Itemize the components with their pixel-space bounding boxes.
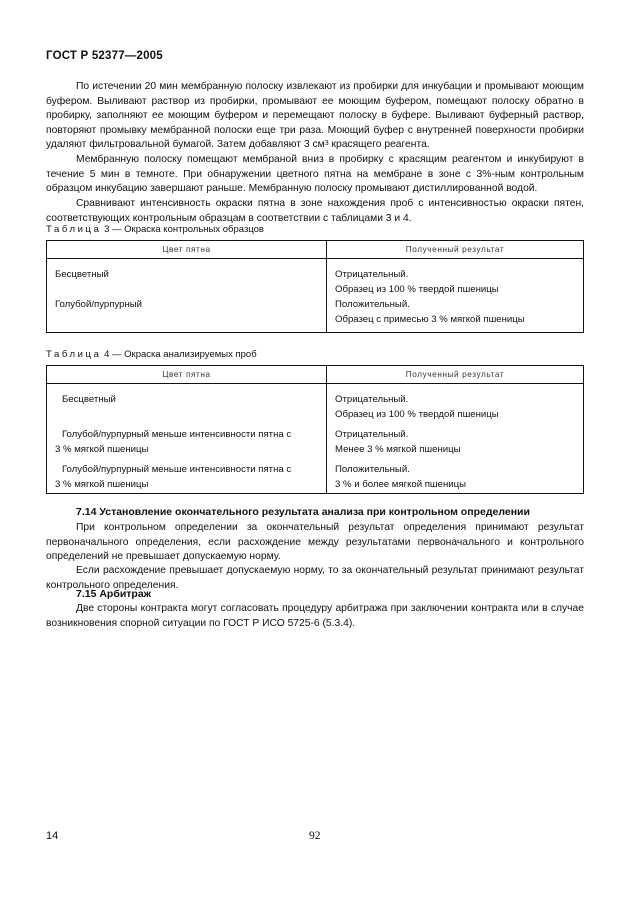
table4-color-line: 3 % мягкой пшеницы xyxy=(55,444,149,455)
table4-result-line: Менее 3 % мягкой пшеницы xyxy=(335,444,461,455)
table4-color-line: Голубой/пурпурный меньше интенсивности пятна с xyxy=(62,464,292,475)
table3-result-line: Отрицательный. xyxy=(335,269,409,280)
section-7-14-title: 7.14 Установление окончательного результата анализа при контрольном определении xyxy=(76,506,530,518)
page-number: 14 xyxy=(46,830,59,842)
table4-result-line: 3 % и более мягкой пшеницы xyxy=(335,479,467,490)
table3-result-line: Образец с примесью 3 % мягкой пшеницы xyxy=(335,314,525,325)
paragraph-comparison: Сравнивают интенсивность окраски пятна в зоне нахождения проб с интенсивностью окраски пятен, соответствующих контрольным образцам в соответствии с таблицами 3 и 4. xyxy=(46,198,584,224)
table-row xyxy=(47,422,584,457)
table4-result-line: Отрицательный. xyxy=(335,429,409,440)
table4-cell xyxy=(327,384,584,423)
table-row xyxy=(47,384,584,423)
table4-cell xyxy=(47,422,327,457)
table3-header-color: Цвет пятна xyxy=(47,241,327,259)
table3-caption-word: Таблица xyxy=(46,224,102,235)
table4-header-color: Цвет пятна xyxy=(47,366,327,384)
section-7-14-paragraph-2: Если расхождение превышает допускаемую норму, то за окончательный результат принимают результат контрольного определения. xyxy=(46,565,584,591)
section-7-15-title: 7.15 Арбитраж xyxy=(76,588,152,600)
table3-result-line: Образец из 100 % твердой пшеницы xyxy=(335,284,499,295)
table3-cell: Бесцветный xyxy=(47,259,327,298)
table4-cell xyxy=(47,384,327,423)
table-row xyxy=(47,297,584,333)
table3-cell xyxy=(327,297,584,333)
table3-cell: Голубой/пурпурный xyxy=(47,297,327,333)
paragraph-washing xyxy=(46,80,584,153)
table-4 xyxy=(46,365,584,494)
table4-header-result: Полученный результат xyxy=(327,366,584,384)
table4-caption-text: 4 — Окраска анализируемых проб xyxy=(101,349,257,360)
table4-cell xyxy=(327,457,584,494)
table4-result-line: Положительный. xyxy=(335,464,410,475)
table4-color-line: 3 % мягкой пшеницы xyxy=(55,479,149,490)
table-row xyxy=(47,259,584,298)
section-7-15-paragraph: Две стороны контракта могут согласовать процедуру арбитража при заключении контракта или в случае возникновения спорной ситуации по ГОСТ Р ИСО 5725-6 (5.3.4). xyxy=(46,603,584,629)
paragraph-washing-text: По истечении 20 мин мембранную полоску извлекают из пробирки для инкубации и промывают моющим буфером. Выливают раствор из пробирки, промывают ее моющим буфером, помещают полоску обратно в пробирку, заполняют ее моющим буфером и перемещают полоску в буфере. Выливают буферный раствор, повторяют промывку мембранной полоски еще три раза. Моющий буфер с внутренней поверхности пробирки удаляют фильтровальной бумагой. Затем добавляют 3 см xyxy=(46,81,584,151)
table4-color-line: Бесцветный xyxy=(62,394,116,405)
table-3 xyxy=(46,240,584,333)
table3-caption xyxy=(46,224,264,235)
table4-caption-word: Таблица xyxy=(46,349,102,360)
table4-result-line: Образец из 100 % твердой пшеницы xyxy=(335,409,499,420)
table4-caption xyxy=(46,349,257,360)
table3-header-result: Полученный результат xyxy=(327,241,584,259)
paragraph-incubation: Мембранную полоску помещают мембраной вниз в пробирку с красящим реагентом и инкубируют в течение 5 мин в темноте. При обнаружении цветного пятна на мембране в зоне с 3%-ным контрольным образцом инкубацию завершают раньше. Мембранную полоску промывают дистиллированной водой. xyxy=(46,154,584,195)
table4-cell xyxy=(47,457,327,494)
superscript-3: 3 xyxy=(324,140,329,148)
footer-number: 92 xyxy=(309,830,321,842)
paragraph-washing-end: красящего реагента. xyxy=(328,139,430,151)
table-row xyxy=(47,457,584,494)
table4-color-line: Голубой/пурпурный меньше интенсивности пятна с xyxy=(62,429,292,440)
section-7-14-paragraph-1: При контрольном определении за окончательный результат определения принимают результат первоначального определения, если расхождение между результатами первоначального и контрольного определений не превышает допускаемую норму. xyxy=(46,522,584,563)
table3-caption-text: 3 — Окраска контрольных образцов xyxy=(101,224,264,235)
table3-result-line: Положительный. xyxy=(335,299,410,310)
document-header: ГОСТ Р 52377—2005 xyxy=(46,50,163,62)
table4-result-line: Отрицательный. xyxy=(335,394,409,405)
table4-cell xyxy=(327,422,584,457)
table3-cell xyxy=(327,259,584,298)
